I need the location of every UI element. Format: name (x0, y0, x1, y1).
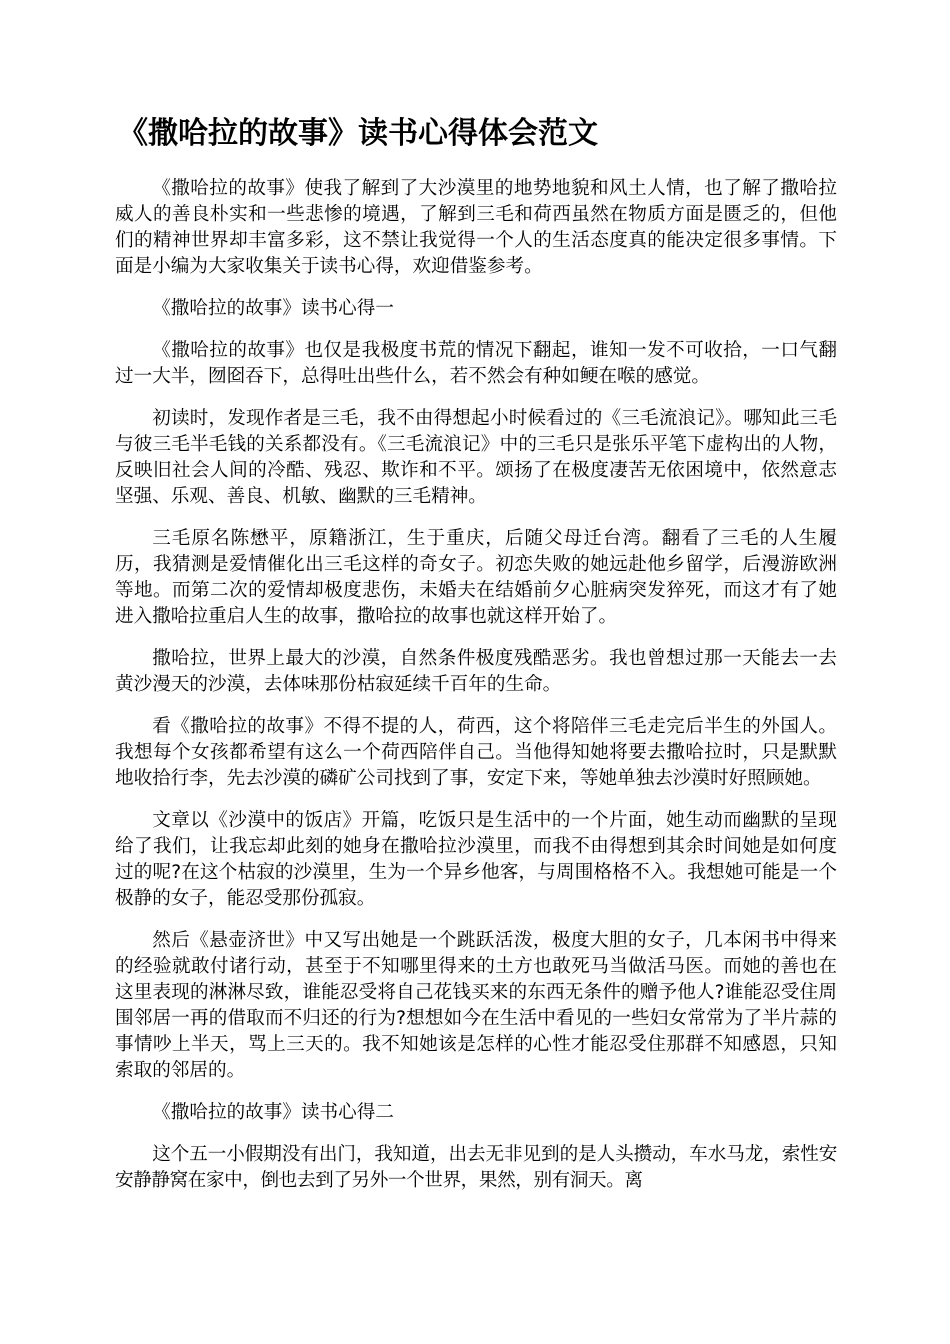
body-paragraph: 文章以《沙漠中的饭店》开篇，吃饭只是生活中的一个片面，她生动而幽默的呈现给了我们，让我忘却此刻的她身在撒哈拉沙漠里，而我不由得想到其余时间她是如何度过的呢?在这个枯寂的沙漠里，生为一个异乡他客，与周围格格不入。我想她可能是一个极静的女子，能忍受那份孤寂。 (115, 810, 837, 909)
document-body (115, 176, 837, 1210)
document-title: 《撒哈拉的故事》读书心得体会范文 (118, 116, 598, 151)
body-paragraph: 初读时，发现作者是三毛，我不由得想起小时候看过的《三毛流浪记》。哪知此三毛与彼三毛半毛钱的关系都没有。《三毛流浪记》中的三毛只是张乐平笔下虚构出的人物，反映旧社会人间的冷酷、残忍、欺诈和不平。颂扬了在极度凄苦无依困境中，依然意志坚强、乐观、善良、机敏、幽默的三毛精神。 (115, 408, 837, 507)
body-paragraph: 撒哈拉，世界上最大的沙漠，自然条件极度残酷恶劣。我也曾想过那一天能去一去黄沙漫天的沙漠，去体味那份枯寂延续千百年的生命。 (115, 648, 837, 695)
body-paragraph: 这个五一小假期没有出门，我知道，出去无非见到的是人头攒动，车水马龙，索性安安静静窝在家中，倒也去到了另外一个世界，果然，别有洞天。离 (115, 1144, 837, 1191)
body-paragraph: 三毛原名陈懋平，原籍浙江，生于重庆，后随父母迁台湾。翻看了三毛的人生履历，我猜测是爱情催化出三毛这样的奇女子。初恋失败的她远赴他乡留学，后漫游欧洲等地。而第二次的爱情却极度悲伤，未婚夫在结婚前夕心脏病突发猝死，而这才有了她进入撒哈拉重启人生的故事，撒哈拉的故事也就这样开始了。 (115, 528, 837, 627)
section-heading-1: 《撒哈拉的故事》读书心得一 (152, 298, 394, 319)
intro-paragraph: 《撒哈拉的故事》使我了解到了大沙漠里的地势地貌和风土人情，也了解了撒哈拉威人的善良朴实和一些悲惨的境遇，了解到三毛和荷西虽然在物质方面是匮乏的，但他们的精神世界却丰富多彩，这不禁让我觉得一个人的生活态度真的能决定很多事情。下面是小编为大家收集关于读书心得，欢迎借鉴参考。 (115, 178, 837, 277)
body-paragraph: 看《撒哈拉的故事》不得不提的人，荷西，这个将陪伴三毛走完后半生的外国人。我想每个女孩都希望有这么一个荷西陪伴自己。当他得知她将要去撒哈拉时，只是默默地收拾行李，先去沙漠的磷矿公司找到了事，安定下来，等她单独去沙漠时好照顾她。 (115, 716, 837, 789)
body-paragraph: 然后《悬壶济世》中又写出她是一个跳跃活泼，极度大胆的女子，几本闲书中得来的经验就敢付诸行动，甚至于不知哪里得来的土方也敢死马当做活马医。而她的善也在这里表现的淋淋尽致，谁能忍受将自己花钱买来的东西无条件的赠予他人?谁能忍受住周围邻居一再的借取而不归还的行为?想想如今在生活中看见的一些妇女常常为了半片蒜的事情吵上半天，骂上三天的。我不知她该是怎样的心性才能忍受住那群不知感恩，只知索取的邻居的。 (115, 930, 837, 1081)
body-paragraph: 《撒哈拉的故事》也仅是我极度书荒的情况下翻起，谁知一发不可收拾，一口气翻过一大半，囫囵吞下，总得吐出些什么，若不然会有种如鲠在喉的感觉。 (115, 340, 837, 387)
section-heading-2: 《撒哈拉的故事》读书心得二 (152, 1102, 394, 1123)
